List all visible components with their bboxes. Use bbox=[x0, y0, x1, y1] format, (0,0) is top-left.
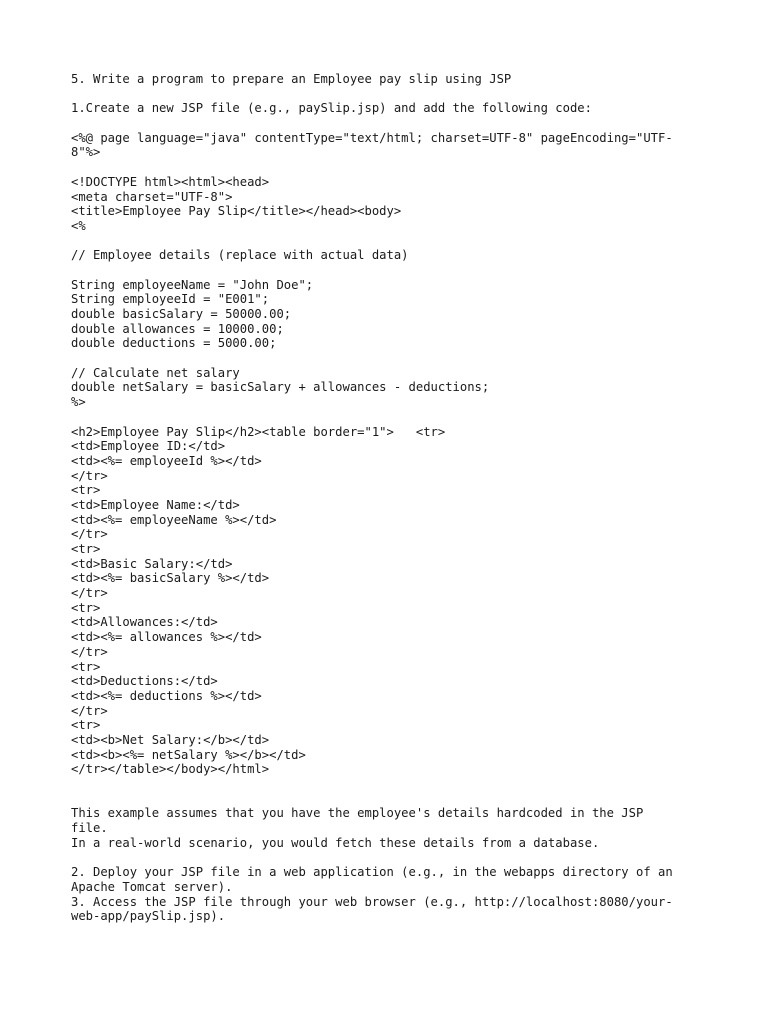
text-line: <tr> bbox=[71, 483, 101, 498]
text-line: <title>Employee Pay Slip</title></head><body> bbox=[71, 204, 402, 219]
text-line: double allowances = 10000.00; bbox=[71, 321, 284, 336]
blank-line bbox=[71, 850, 701, 865]
text-line: <td>Deductions:</td> bbox=[71, 674, 218, 689]
text-line: 8"%> bbox=[71, 145, 101, 160]
text-line: <td><%= employeeName %></td> bbox=[71, 512, 277, 527]
text-line: </tr> bbox=[71, 468, 108, 483]
text-line: <!DOCTYPE html><html><head> bbox=[71, 174, 270, 189]
text-line: </tr> bbox=[71, 703, 108, 718]
text-line: double deductions = 5000.00; bbox=[71, 336, 277, 351]
text-line: </tr> bbox=[71, 527, 108, 542]
text-line: 2. Deploy your JSP file in a web application (e.g., in the webapps directory of an bbox=[71, 865, 673, 880]
blank-line bbox=[71, 351, 701, 366]
text-line: double netSalary = basicSalary + allowances - deductions; bbox=[71, 380, 490, 395]
text-line: <td><%= employeeId %></td> bbox=[71, 453, 262, 468]
text-line: // Employee details (replace with actual data) bbox=[71, 248, 409, 263]
text-line: String employeeName = "John Doe"; bbox=[71, 277, 314, 292]
text-line: <td>Employee Name:</td> bbox=[71, 497, 240, 512]
text-line: </tr></table></body></html> bbox=[71, 762, 270, 777]
blank-line bbox=[71, 777, 701, 792]
text-line: <td>Allowances:</td> bbox=[71, 615, 218, 630]
text-line: <% bbox=[71, 218, 86, 233]
text-line: <meta charset="UTF-8"> bbox=[71, 189, 233, 204]
text-line: double basicSalary = 50000.00; bbox=[71, 307, 292, 321]
text-line: <tr> bbox=[71, 600, 101, 615]
blank-line bbox=[71, 87, 701, 102]
document-body bbox=[71, 72, 701, 924]
text-line: <tr> bbox=[71, 718, 101, 733]
blank-line bbox=[71, 410, 701, 425]
text-line: <td>Employee ID:</td> bbox=[71, 439, 226, 454]
blank-line bbox=[71, 792, 701, 807]
text-line: file. bbox=[71, 821, 108, 836]
text-line: <h2>Employee Pay Slip</h2><table border="1"> <tr> bbox=[71, 424, 446, 439]
text-line: 1.Create a new JSP file (e.g., paySlip.jsp) and add the following code: bbox=[71, 101, 592, 116]
text-line: This example assumes that you have the employee's details hardcoded in the JSP bbox=[71, 806, 644, 821]
text-line: <tr> bbox=[71, 659, 101, 674]
text-line: <td><b>Net Salary:</b></td> bbox=[71, 732, 270, 747]
text-line: 5. Write a program to prepare an Employee pay slip using JSP bbox=[71, 72, 512, 86]
text-line: String employeeId = "E001"; bbox=[71, 292, 270, 307]
text-line: <tr> bbox=[71, 542, 101, 556]
text-line: <td>Basic Salary:</td> bbox=[71, 556, 233, 571]
text-line: <%@ page language="java" contentType="text/html; charset=UTF-8" pageEncoding="UTF- bbox=[71, 130, 673, 145]
text-line: <td><b><%= netSalary %></b></td> bbox=[71, 747, 306, 762]
text-line: web-app/paySlip.jsp). bbox=[71, 909, 226, 924]
blank-line bbox=[71, 263, 701, 278]
text-line: // Calculate net salary bbox=[71, 365, 240, 380]
text-line: Apache Tomcat server). bbox=[71, 879, 233, 894]
text-line: %> bbox=[71, 395, 86, 410]
text-line: In a real-world scenario, you would fetch these details from a database. bbox=[71, 835, 600, 850]
text-line: </tr> bbox=[71, 586, 108, 601]
text-line: <td><%= allowances %></td> bbox=[71, 630, 262, 645]
blank-line bbox=[71, 160, 701, 175]
blank-line bbox=[71, 234, 701, 249]
text-line: <td><%= deductions %></td> bbox=[71, 688, 262, 703]
text-line: <td><%= basicSalary %></td> bbox=[71, 571, 270, 586]
blank-line bbox=[71, 116, 701, 131]
text-line: </tr> bbox=[71, 644, 108, 659]
text-line: 3. Access the JSP file through your web browser (e.g., http://localhost:8080/your- bbox=[71, 894, 673, 909]
